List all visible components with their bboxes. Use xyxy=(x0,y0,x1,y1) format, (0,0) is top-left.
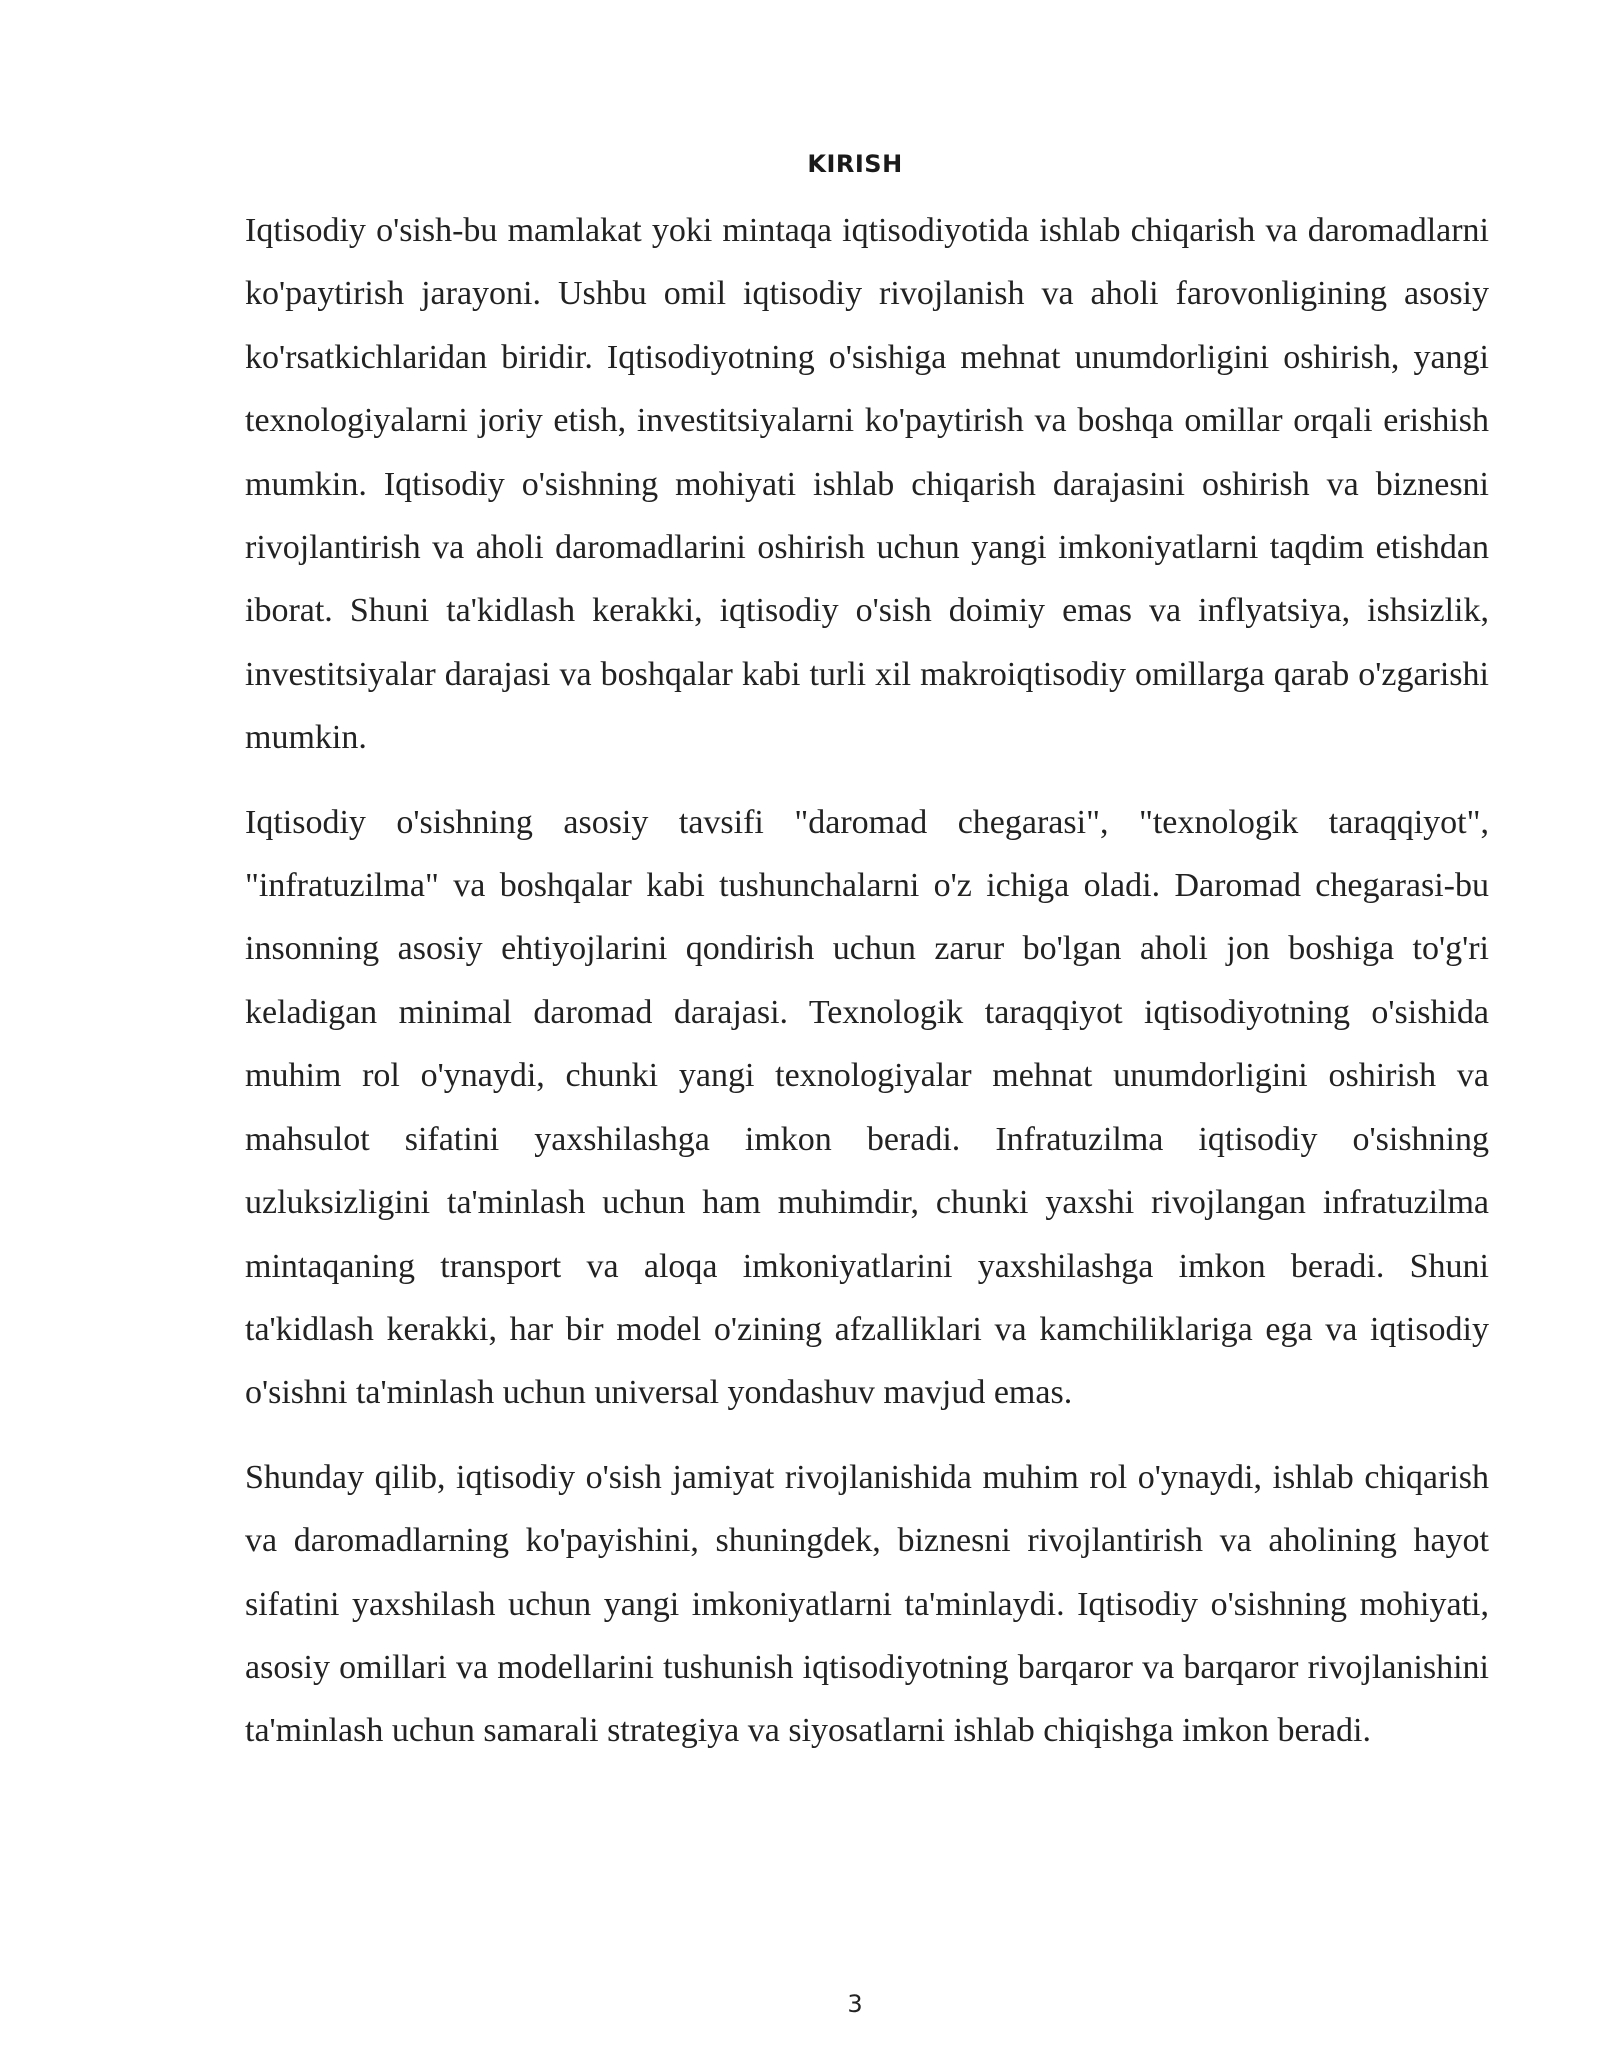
paragraph-1: Iqtisodiy o'sish-bu mamlakat yoki mintaqa iqtisodiyotida ishlab chiqarish va daromadlarni ko'paytirish jarayoni. Ushbu omil iqtisodiy rivojlanish va aholi farovonligining asosiy ko'rsatkichlaridan biridir. Iqtisodiyotning o'sishiga mehnat unumdorligini oshirish, yangi texnologiyalarni joriy etish, investitsiyalarni ko'paytirish va boshqa omillar orqali erishish mumkin. Iqtisodiy o'sishning mohiyati ishlab chiqarish darajasini oshirish va biznesni rivojlantirish va aholi daromadlarini oshirish uchun yangi imkoniyatlarni taqdim etishdan iborat. Shuni ta'kidlash kerakki, iqtisodiy o'sish doimiy emas va inflyatsiya, ishsizlik, investitsiyalar darajasi va boshqalar kabi turli xil makroiqtisodiy omillarga qarab o'zgarishi mumkin. xyxy=(245,212,1489,757)
paragraph-2: Iqtisodiy o'sishning asosiy tavsifi "daromad chegarasi", "texnologik taraqqiyot", "infratuzilma" va boshqalar kabi tushunchalarni o'z ichiga oladi. Daromad chegarasi-bu insonning asosiy ehtiyojlarini qondirish uchun zarur bo'lgan aholi jon boshiga to'g'ri keladigan minimal daromad darajasi. Texnologik taraqqiyot iqtisodiyotning o'sishida muhim rol o'ynaydi, chunki yangi texnologiyalar mehnat unumdorligini oshirish va mahsulot sifatini yaxshilashga imkon beradi. Infratuzilma iqtisodiy o'sishning uzluksizligini ta'minlash uchun ham muhimdir, chunki yaxshi rivojlangan infratuzilma mintaqaning transport va aloqa imkoniyatlarini yaxshilashga imkon beradi. Shuni ta'kidlash kerakki, har bir model o'zining afzalliklari va kamchiliklariga ega va iqtisodiy o'sishni ta'minlash uchun universal yondashuv mavjud emas. xyxy=(245,803,1489,1412)
paragraph-3: Shunday qilib, iqtisodiy o'sish jamiyat rivojlanishida muhim rol o'ynaydi, ishlab chiqarish va daromadlarning ko'payishini, shuningdek, biznesni rivojlantirish va aholining hayot sifatini yaxshilash uchun yangi imkoniyatlarni ta'minlaydi. Iqtisodiy o'sishning mohiyati, asosiy omillari va modellarini tushunish iqtisodiyotning barqaror va barqaror rivojlanishini ta'minlash uchun samarali strategiya va siyosatlarni ishlab chiqishga imkon beradi. xyxy=(245,1458,1489,1750)
body-text xyxy=(245,199,1489,1784)
page-number: 3 xyxy=(847,1990,863,2018)
section-heading: KIRISH xyxy=(807,150,903,178)
